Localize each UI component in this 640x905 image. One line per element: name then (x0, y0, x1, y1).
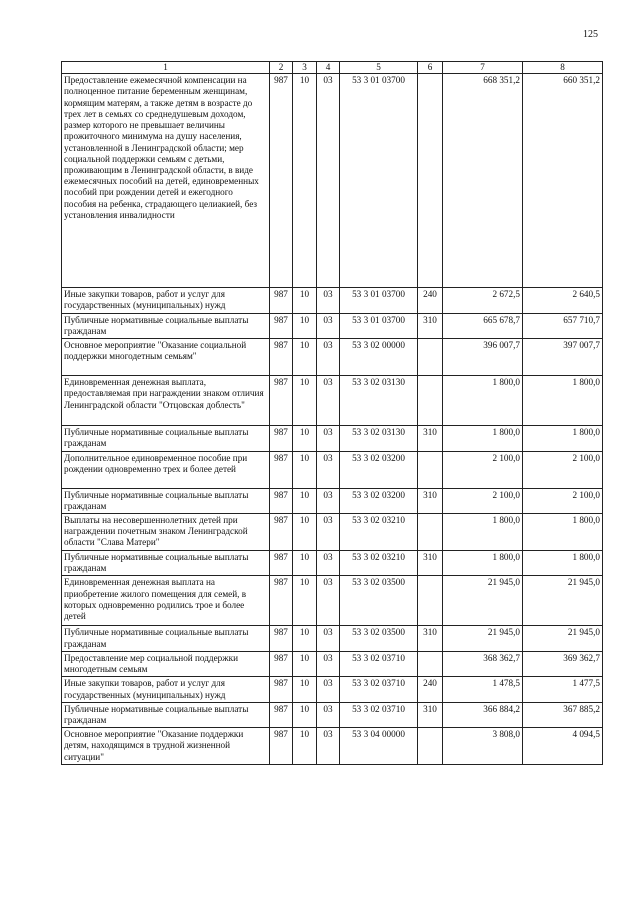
section-code-cell: 10 (293, 513, 317, 550)
amount-year2-cell: 1 477,5 (523, 677, 603, 702)
ministry-code-cell: 987 (270, 728, 293, 765)
section-code-cell: 10 (293, 677, 317, 702)
subsection-code-cell: 03 (317, 451, 340, 488)
expense-type-cell (418, 513, 443, 550)
table-row (62, 550, 603, 575)
table-body (62, 74, 603, 765)
target-article-cell: 53 3 04 00000 (340, 728, 418, 765)
table-row (62, 626, 603, 651)
expense-type-cell (418, 376, 443, 426)
header-cell: 3 (293, 62, 317, 74)
ministry-code-cell: 987 (270, 576, 293, 626)
ministry-code-cell: 987 (270, 513, 293, 550)
amount-year2-cell: 2 640,5 (523, 288, 603, 313)
item-name-cell: Предоставление ежемесячной компенсации на полноценное питание беременным женщинам, кормящим матерям, а также детям в возрасте до трех лет в семьях со среднедушевым доходом, размер которого не превышает величины прожиточного минимума на душу населения, установленной в Ленинградской области; мер социальной поддержки семьям с детьми, проживающим в Ленинградской области, в виде ежемесячных пособий на детей, единовременных пособий при рождении детей и ежегодного пособия на ребенка, страдающего целиакией, без установления инвалидности (62, 74, 270, 288)
amount-year1-cell: 2 100,0 (443, 451, 523, 488)
ministry-code-cell: 987 (270, 426, 293, 451)
subsection-code-cell: 03 (317, 513, 340, 550)
amount-year1-cell: 21 945,0 (443, 576, 523, 626)
amount-year2-cell: 21 945,0 (523, 626, 603, 651)
table-row (62, 451, 603, 488)
section-code-cell: 10 (293, 576, 317, 626)
subsection-code-cell: 03 (317, 626, 340, 651)
amount-year1-cell: 366 884,2 (443, 702, 523, 727)
ministry-code-cell: 987 (270, 702, 293, 727)
ministry-code-cell: 987 (270, 651, 293, 676)
target-article-cell: 53 3 02 03710 (340, 651, 418, 676)
expense-type-cell: 310 (418, 626, 443, 651)
section-code-cell: 10 (293, 426, 317, 451)
table-row (62, 576, 603, 626)
amount-year2-cell: 660 351,2 (523, 74, 603, 288)
item-name-cell: Выплаты на несовершеннолетних детей при награждении почетным знаком Ленинградской области "Слава Матери" (62, 513, 270, 550)
amount-year2-cell: 1 800,0 (523, 376, 603, 426)
subsection-code-cell: 03 (317, 376, 340, 426)
target-article-cell: 53 3 02 03210 (340, 550, 418, 575)
target-article-cell: 53 3 02 00000 (340, 339, 418, 376)
item-name-cell: Публичные нормативные социальные выплаты гражданам (62, 550, 270, 575)
item-name-cell: Дополнительное единовременное пособие при рождении одновременно трех и более детей (62, 451, 270, 488)
section-code-cell: 10 (293, 313, 317, 338)
ministry-code-cell: 987 (270, 550, 293, 575)
expense-type-cell (418, 451, 443, 488)
amount-year1-cell: 668 351,2 (443, 74, 523, 288)
subsection-code-cell: 03 (317, 702, 340, 727)
target-article-cell: 53 3 01 03700 (340, 288, 418, 313)
section-code-cell: 10 (293, 339, 317, 376)
table-row (62, 376, 603, 426)
expense-type-cell (418, 74, 443, 288)
amount-year2-cell: 657 710,7 (523, 313, 603, 338)
header-cell: 8 (523, 62, 603, 74)
table-row (62, 426, 603, 451)
table-row (62, 339, 603, 376)
expense-type-cell (418, 651, 443, 676)
expense-type-cell: 310 (418, 313, 443, 338)
subsection-code-cell: 03 (317, 74, 340, 288)
budget-table (61, 61, 603, 765)
item-name-cell: Публичные нормативные социальные выплаты гражданам (62, 702, 270, 727)
subsection-code-cell: 03 (317, 677, 340, 702)
amount-year1-cell: 1 800,0 (443, 376, 523, 426)
item-name-cell: Единовременная денежная выплата, предоставляемая при награждении знаком отличия Ленинградской области "Отцовская доблесть" (62, 376, 270, 426)
item-name-cell: Иные закупки товаров, работ и услуг для государственных (муниципальных) нужд (62, 288, 270, 313)
target-article-cell: 53 3 02 03710 (340, 702, 418, 727)
target-article-cell: 53 3 02 03210 (340, 513, 418, 550)
subsection-code-cell: 03 (317, 313, 340, 338)
amount-year1-cell: 665 678,7 (443, 313, 523, 338)
target-article-cell: 53 3 02 03130 (340, 376, 418, 426)
amount-year2-cell: 4 094,5 (523, 728, 603, 765)
header-cell: 7 (443, 62, 523, 74)
amount-year1-cell: 1 800,0 (443, 426, 523, 451)
header-cell: 6 (418, 62, 443, 74)
subsection-code-cell: 03 (317, 651, 340, 676)
item-name-cell: Основное мероприятие "Оказание социальной поддержки многодетным семьям" (62, 339, 270, 376)
target-article-cell: 53 3 01 03700 (340, 74, 418, 288)
amount-year2-cell: 2 100,0 (523, 451, 603, 488)
expense-type-cell: 310 (418, 550, 443, 575)
expense-type-cell: 240 (418, 288, 443, 313)
ministry-code-cell: 987 (270, 488, 293, 513)
expense-type-cell: 310 (418, 426, 443, 451)
section-code-cell: 10 (293, 626, 317, 651)
item-name-cell: Публичные нормативные социальные выплаты гражданам (62, 313, 270, 338)
section-code-cell: 10 (293, 728, 317, 765)
header-row (62, 62, 603, 74)
expense-type-cell (418, 339, 443, 376)
table-row (62, 702, 603, 727)
ministry-code-cell: 987 (270, 339, 293, 376)
amount-year1-cell: 396 007,7 (443, 339, 523, 376)
section-code-cell: 10 (293, 451, 317, 488)
target-article-cell: 53 3 02 03130 (340, 426, 418, 451)
amount-year2-cell: 369 362,7 (523, 651, 603, 676)
amount-year1-cell: 2 672,5 (443, 288, 523, 313)
ministry-code-cell: 987 (270, 677, 293, 702)
expense-type-cell (418, 728, 443, 765)
amount-year2-cell: 1 800,0 (523, 426, 603, 451)
section-code-cell: 10 (293, 74, 317, 288)
section-code-cell: 10 (293, 488, 317, 513)
table-row (62, 677, 603, 702)
amount-year1-cell: 1 800,0 (443, 513, 523, 550)
amount-year1-cell: 2 100,0 (443, 488, 523, 513)
target-article-cell: 53 3 02 03500 (340, 576, 418, 626)
target-article-cell: 53 3 02 03710 (340, 677, 418, 702)
page-number: 125 (583, 29, 598, 40)
expense-type-cell (418, 576, 443, 626)
section-code-cell: 10 (293, 702, 317, 727)
table-row (62, 513, 603, 550)
header-cell: 2 (270, 62, 293, 74)
section-code-cell: 10 (293, 550, 317, 575)
table-row (62, 313, 603, 338)
expense-type-cell: 240 (418, 677, 443, 702)
item-name-cell: Основное мероприятие "Оказание поддержки детям, находящимся в трудной жизненной ситуации" (62, 728, 270, 765)
expense-type-cell: 310 (418, 488, 443, 513)
amount-year1-cell: 1 800,0 (443, 550, 523, 575)
amount-year2-cell: 397 007,7 (523, 339, 603, 376)
target-article-cell: 53 3 02 03200 (340, 451, 418, 488)
item-name-cell: Иные закупки товаров, работ и услуг для государственных (муниципальных) нужд (62, 677, 270, 702)
amount-year2-cell: 2 100,0 (523, 488, 603, 513)
subsection-code-cell: 03 (317, 339, 340, 376)
item-name-cell: Публичные нормативные социальные выплаты гражданам (62, 626, 270, 651)
item-name-cell: Публичные нормативные социальные выплаты гражданам (62, 426, 270, 451)
table-row (62, 728, 603, 765)
item-name-cell: Предоставление мер социальной поддержки многодетным семьям (62, 651, 270, 676)
section-code-cell: 10 (293, 376, 317, 426)
table-row (62, 74, 603, 288)
subsection-code-cell: 03 (317, 288, 340, 313)
header-cell: 5 (340, 62, 418, 74)
table-row (62, 651, 603, 676)
amount-year2-cell: 21 945,0 (523, 576, 603, 626)
ministry-code-cell: 987 (270, 626, 293, 651)
ministry-code-cell: 987 (270, 74, 293, 288)
amount-year1-cell: 368 362,7 (443, 651, 523, 676)
amount-year2-cell: 1 800,0 (523, 513, 603, 550)
section-code-cell: 10 (293, 288, 317, 313)
ministry-code-cell: 987 (270, 451, 293, 488)
table-row (62, 488, 603, 513)
table-row (62, 288, 603, 313)
expense-type-cell: 310 (418, 702, 443, 727)
target-article-cell: 53 3 02 03200 (340, 488, 418, 513)
amount-year1-cell: 3 808,0 (443, 728, 523, 765)
section-code-cell: 10 (293, 651, 317, 676)
subsection-code-cell: 03 (317, 426, 340, 451)
amount-year1-cell: 21 945,0 (443, 626, 523, 651)
subsection-code-cell: 03 (317, 728, 340, 765)
subsection-code-cell: 03 (317, 550, 340, 575)
target-article-cell: 53 3 01 03700 (340, 313, 418, 338)
item-name-cell: Публичные нормативные социальные выплаты гражданам (62, 488, 270, 513)
target-article-cell: 53 3 02 03500 (340, 626, 418, 651)
subsection-code-cell: 03 (317, 488, 340, 513)
amount-year1-cell: 1 478,5 (443, 677, 523, 702)
amount-year2-cell: 1 800,0 (523, 550, 603, 575)
header-cell: 1 (62, 62, 270, 74)
amount-year2-cell: 367 885,2 (523, 702, 603, 727)
ministry-code-cell: 987 (270, 376, 293, 426)
ministry-code-cell: 987 (270, 288, 293, 313)
item-name-cell: Единовременная денежная выплата на приобретение жилого помещения для семей, в которых одновременно родились трое и более детей (62, 576, 270, 626)
subsection-code-cell: 03 (317, 576, 340, 626)
header-cell: 4 (317, 62, 340, 74)
ministry-code-cell: 987 (270, 313, 293, 338)
